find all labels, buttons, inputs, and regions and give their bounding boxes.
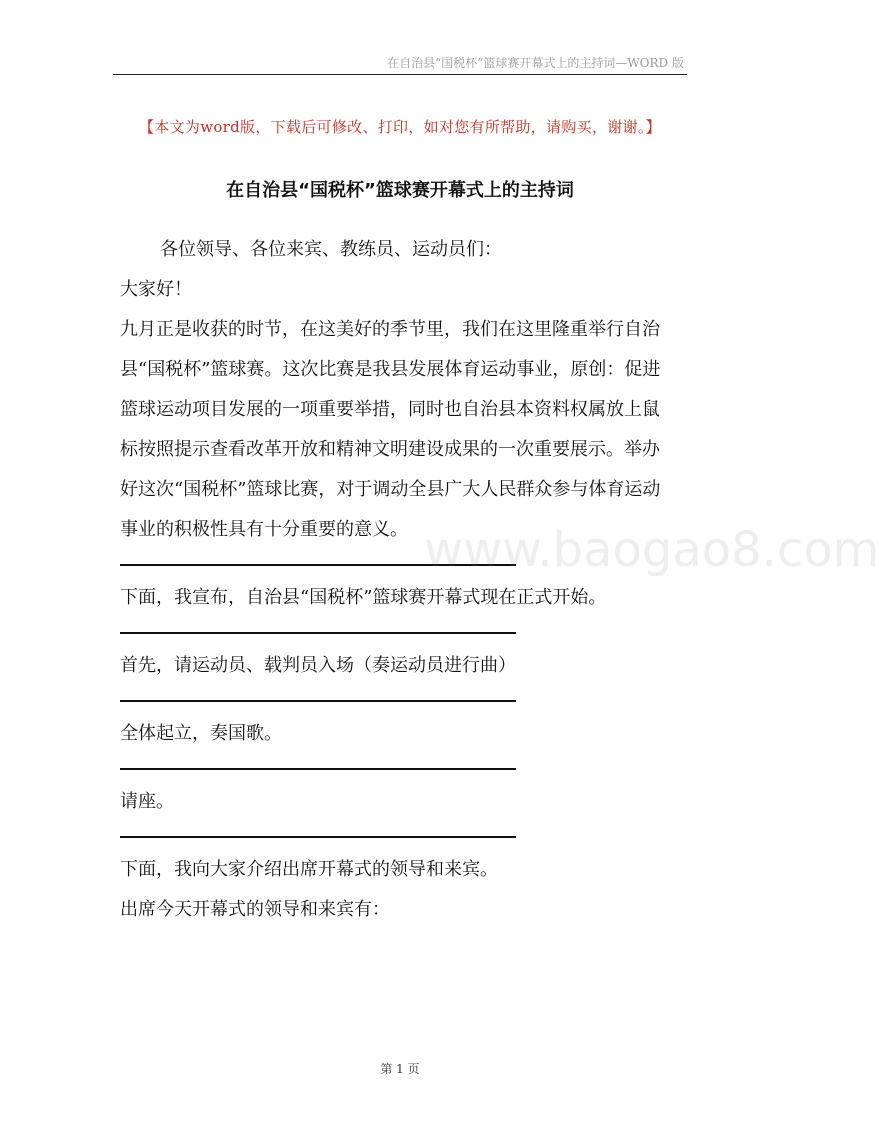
attendees-line: 出席今天开幕式的领导和来宾有： <box>120 899 390 920</box>
intro-line: 九月正是收获的时节，在这美好的季节里，我们在这里隆重举行自治 <box>120 319 660 340</box>
download-notice: 【本文为word版，下载后可修改、打印，如对您有所帮助，请购买，谢谢。】 <box>139 118 661 136</box>
document-body <box>120 230 682 930</box>
announce-line: 下面，我宣布，自治县“国税杯”篮球赛开幕式现在正式开始。 <box>120 587 607 608</box>
intro-line: 县“国税杯”篮球赛。这次比赛是我县发展体育运动事业，原创：促进 <box>120 359 661 380</box>
document-title: 在自治县“国税杯”篮球赛开幕式上的主持词 <box>226 180 574 201</box>
response-blank-line <box>120 564 516 566</box>
response-blank-line <box>120 632 516 634</box>
greeting-line: 各位领导、各位来宾、教练员、运动员们： <box>160 239 502 260</box>
page-number: 第 1 页 <box>380 1062 420 1076</box>
running-header: 在自治县“国税杯”篮球赛开幕式上的主持词—WORD 版 <box>387 56 684 70</box>
response-blank-line <box>120 700 516 702</box>
intro-line: 篮球运动项目发展的一项重要举措，同时也自治县本资料权属放上鼠 <box>120 399 660 420</box>
anthem-line: 全体起立，奏国歌。 <box>120 723 282 744</box>
hello-line: 大家好！ <box>120 279 192 300</box>
watermark: www.baogao8.com <box>424 522 879 578</box>
intro-line: 事业的积极性具有十分重要的意义。 <box>120 519 408 540</box>
introduce-line: 下面，我向大家介绍出席开幕式的领导和来宾。 <box>120 859 498 880</box>
intro-line: 好这次“国税杯”篮球比赛，对于调动全县广大人民群众参与体育运动 <box>120 479 661 500</box>
intro-line: 标按照提示查看改革开放和精神文明建设成果的一次重要展示。举办 <box>120 439 660 460</box>
response-blank-line <box>120 768 516 770</box>
sit-line: 请座。 <box>120 791 174 812</box>
intro-paragraph <box>120 310 682 550</box>
enter-line: 首先，请运动员、载判员入场（奏运动员进行曲） <box>120 655 516 676</box>
response-blank-line <box>120 836 516 838</box>
header-divider <box>113 74 687 75</box>
